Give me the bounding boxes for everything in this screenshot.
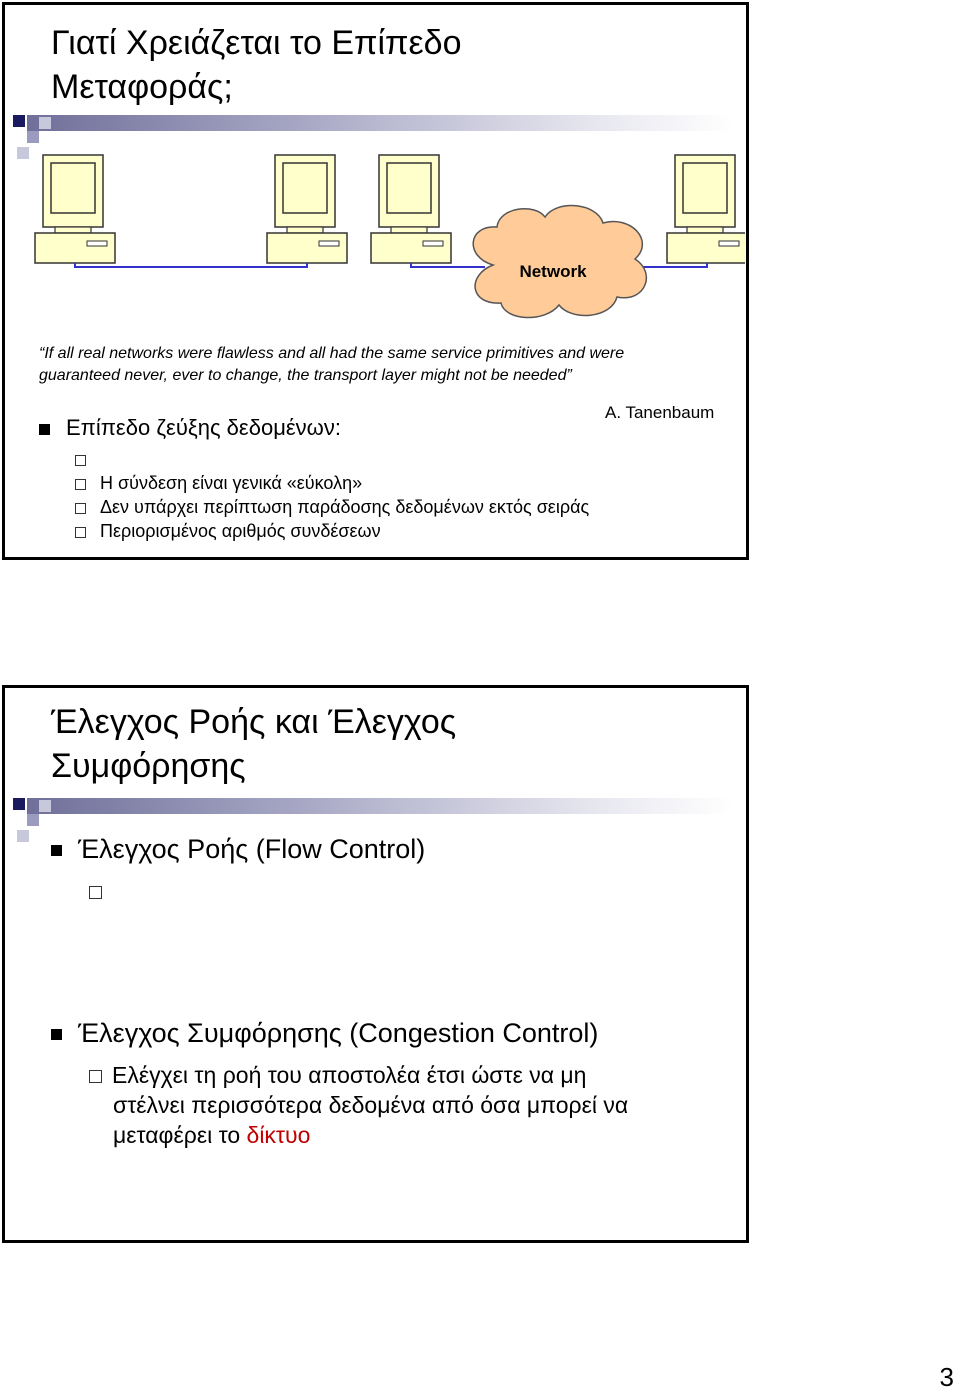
slide-2-title: Έλεγχος Ροής και Έλεγχος Συμφόρησης <box>51 703 457 785</box>
quote: “If all real networks were flawless and all had the same service primitives and were guaranteed never, ever to change, the transport layer might not be needed” <box>39 345 625 384</box>
sub-item <box>89 876 116 906</box>
sub-item: Η σύνδεση είναι γενικά «εύκολη» <box>75 471 362 495</box>
hollow-square-bullet-icon <box>75 527 86 538</box>
hollow-square-bullet-icon <box>89 1070 102 1083</box>
network-cloud-icon <box>473 206 646 318</box>
sub-item: Δεν υπάρχει περίπτωση παράδοσης δεδομένων εκτός σειράς <box>75 495 589 519</box>
sub-item: Περιορισμένος αριθμός συνδέσεων <box>75 519 381 543</box>
bullet-flow-control: Έλεγχος Ροής (Flow Control) <box>51 834 425 865</box>
computer-icon <box>667 155 745 263</box>
bullet-data-link: Επίπεδο ζεύξης δεδομένων: <box>39 415 341 441</box>
hollow-square-bullet-icon <box>75 479 86 490</box>
network-label: Network <box>519 262 587 281</box>
computer-icon <box>267 155 347 263</box>
computer-icon <box>35 155 115 263</box>
hollow-square-bullet-icon <box>75 503 86 514</box>
quote-attribution: A. Tanenbaum <box>605 403 715 422</box>
slide-2 <box>2 685 749 1243</box>
network-diagram <box>5 145 745 335</box>
highlighted-word: δίκτυο <box>246 1122 311 1148</box>
sub-item <box>75 447 100 471</box>
hollow-square-bullet-icon <box>75 455 86 466</box>
sub-item: Ελέγχει τη ροή του αποστολέα έτσι ώστε να μη στέλνει περισσότερα δεδομένα από όσα μπορεί να μεταφέρει το δίκτυο <box>89 1060 628 1150</box>
computer-icon <box>371 155 451 263</box>
square-bullet-icon <box>39 424 50 435</box>
slide-1-title: Γιατί Χρειάζεται το Επίπεδο Μεταφοράς; <box>51 24 462 106</box>
slide-1 <box>2 2 749 560</box>
square-bullet-icon <box>51 845 62 856</box>
square-bullet-icon <box>51 1029 62 1040</box>
bullet-congestion-control: Έλεγχος Συμφόρησης (Congestion Control) <box>51 1018 598 1049</box>
hollow-square-bullet-icon <box>89 886 102 899</box>
page-number: 3 <box>939 1362 954 1392</box>
